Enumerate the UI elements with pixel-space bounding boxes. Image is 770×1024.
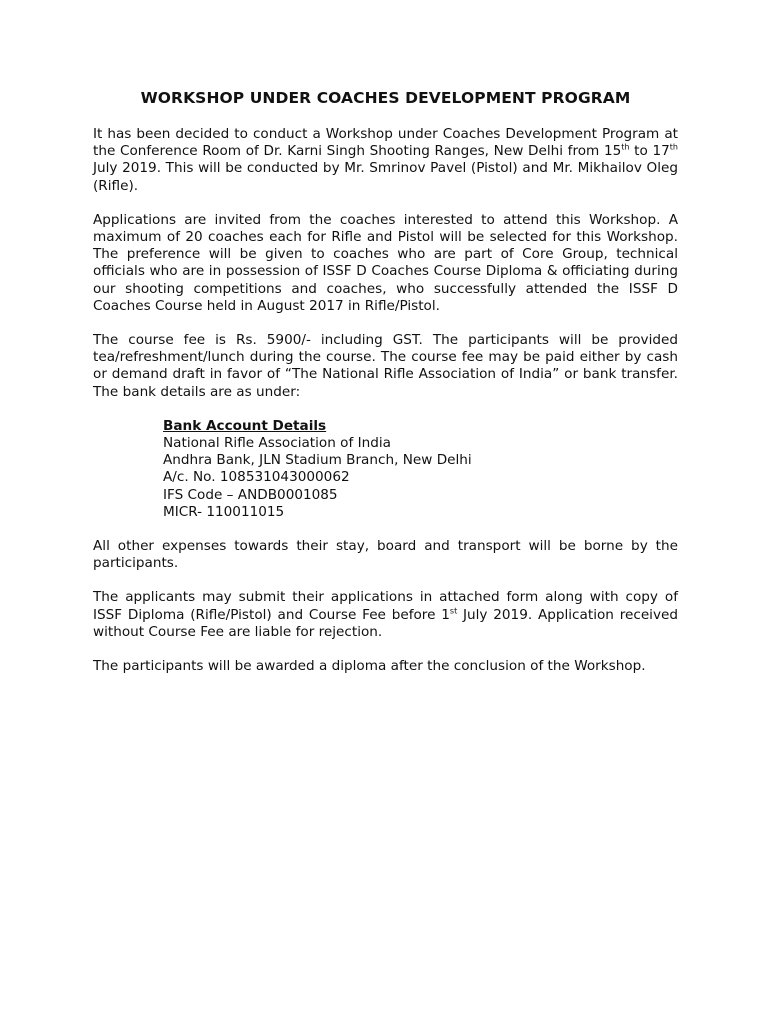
bank-branch: Andhra Bank, JLN Stadium Branch, New Delhi [163,452,472,469]
bank-details-block [163,418,678,521]
submission-text-part2: July 2019. Application received without Course Fee are liable for rejection. [93,606,678,640]
bank-micr-code: MICR- 110011015 [163,503,285,520]
document-page [93,88,678,692]
intro-text-part3: July 2019. This will be conducted by Mr. Smrinov Pavel (Pistol) and Mr. Mikhailov Oleg (Rifle). [93,160,678,194]
intro-paragraph [93,126,678,195]
ordinal-suffix-2: th [669,142,678,152]
bank-ifs-code: IFS Code – ANDB0001085 [163,486,338,503]
expenses-paragraph: All other expenses towards their stay, board and transport will be borne by the participants. [93,538,678,572]
bank-account-name: National Rifle Association of India [163,435,391,452]
applications-paragraph: Applications are invited from the coaches interested to attend this Workshop. A maximum of 20 coaches each for Rifle and Pistol will be selected for this Workshop. The preference will be given to coaches who are part of Core Group, technical officials who are in possession of ISSF D Coaches Course Diploma & officiating during our shooting competitions and coaches, who successfully attended the ISSF D Coaches Course held in August 2017 in Rifle/Pistol. [93,211,678,314]
ordinal-suffix-3: st [449,606,458,616]
bank-account-number: A/c. No. 108531043000062 [163,469,350,486]
ordinal-suffix-1: th [621,142,630,152]
course-fee-paragraph: The course fee is Rs. 5900/- including GST. The participants will be provided tea/refreshment/lunch during the course. The course fee may be paid either by cash or demand draft in favor of “The National Rifle Association of India” or bank transfer. The bank details are as under: [93,332,678,400]
submission-paragraph [93,589,678,641]
bank-details-heading: Bank Account Details [163,417,327,434]
submission-text-part1: The applicants may submit their applications in attached form along with copy of ISSF Diploma (Rifle/Pistol) and Course Fee before 1 [93,589,678,623]
intro-text-part1: It has been decided to conduct a Workshop under Coaches Development Program at the Conference Room of Dr. Karni Singh Shooting Ranges, New Delhi from 15 [93,126,678,160]
document-title: WORKSHOP UNDER COACHES DEVELOPMENT PROGRAM [140,89,631,107]
intro-text-part2: to 17 [629,143,670,160]
diploma-paragraph: The participants will be awarded a diploma after the conclusion of the Workshop. [93,658,646,675]
